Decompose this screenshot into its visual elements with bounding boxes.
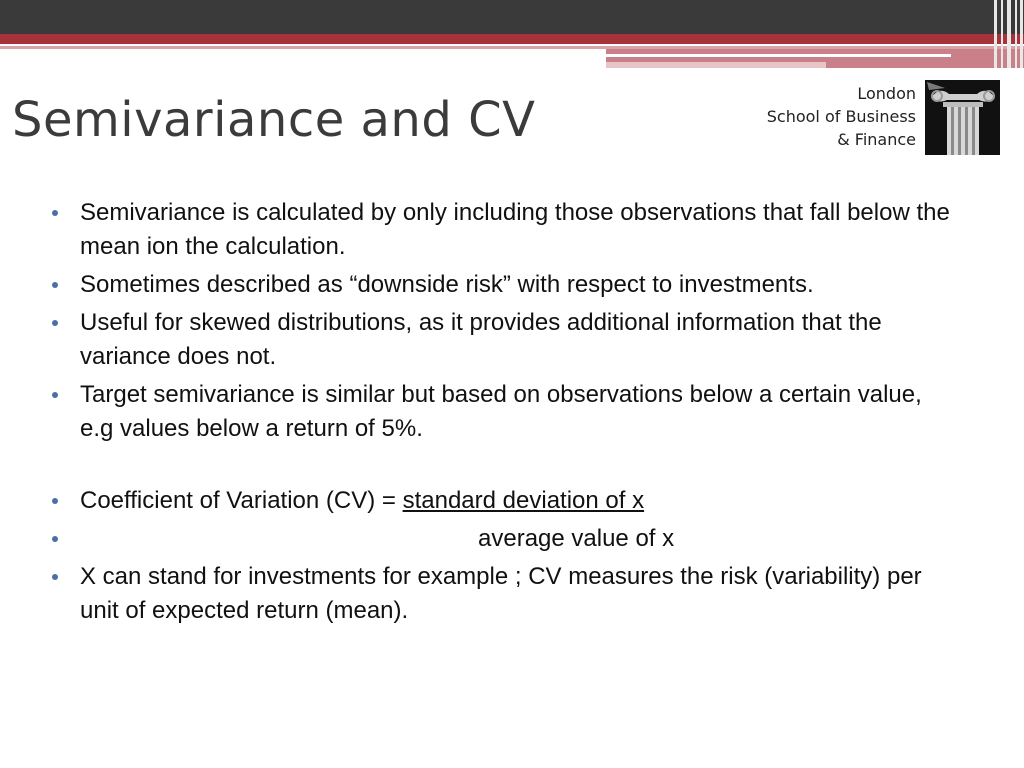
cv-formula-numerator-item: Coefficient of Variation (CV) = standard deviation of x: [52, 484, 952, 518]
slide-title: Semivariance and CV: [12, 92, 536, 148]
header-stripes: [992, 0, 1024, 68]
bullet-dot-icon: [52, 574, 58, 580]
bullet-dot-icon: [52, 320, 58, 326]
header-pink-tab-low: [606, 62, 826, 68]
header-red-band: [0, 34, 1024, 44]
bullet-dot-icon: [52, 498, 58, 504]
logo-line-3: & Finance: [837, 130, 916, 149]
header-white-gap: [0, 49, 606, 68]
list-item: Target semivariance is similar but based on observations below a certain value, e.g values below a return of 5%.: [52, 378, 952, 446]
list-item: Semivariance is calculated by only including those observations that fall below the mean ion the calculation.: [52, 196, 952, 264]
cv-denominator: average value of x: [478, 525, 675, 552]
list-item: Sometimes described as “downside risk” with respect to investments.: [52, 268, 952, 302]
header-pink-tab-line: [606, 54, 951, 57]
cv-numerator: standard deviation of x: [402, 487, 645, 514]
logo-text: [767, 82, 916, 151]
bullet-list: [52, 196, 952, 632]
list-item: X can stand for investments for example ; CV measures the risk (variability) per unit of expected return (mean).: [52, 560, 952, 628]
bullet-dot-icon: [52, 392, 58, 398]
bullet-dot-icon: [52, 536, 58, 542]
logo-line-2: School of Business: [766, 107, 916, 126]
header-dark-band: [0, 0, 1024, 34]
cv-formula-denominator-item: [52, 522, 952, 556]
ionic-column-icon: [925, 80, 1000, 155]
bullet-dot-icon: [52, 210, 58, 216]
logo-line-1: London: [857, 84, 916, 103]
bullet-dot-icon: [52, 282, 58, 288]
list-item: Useful for skewed distributions, as it provides additional information that the variance does not.: [52, 306, 952, 374]
